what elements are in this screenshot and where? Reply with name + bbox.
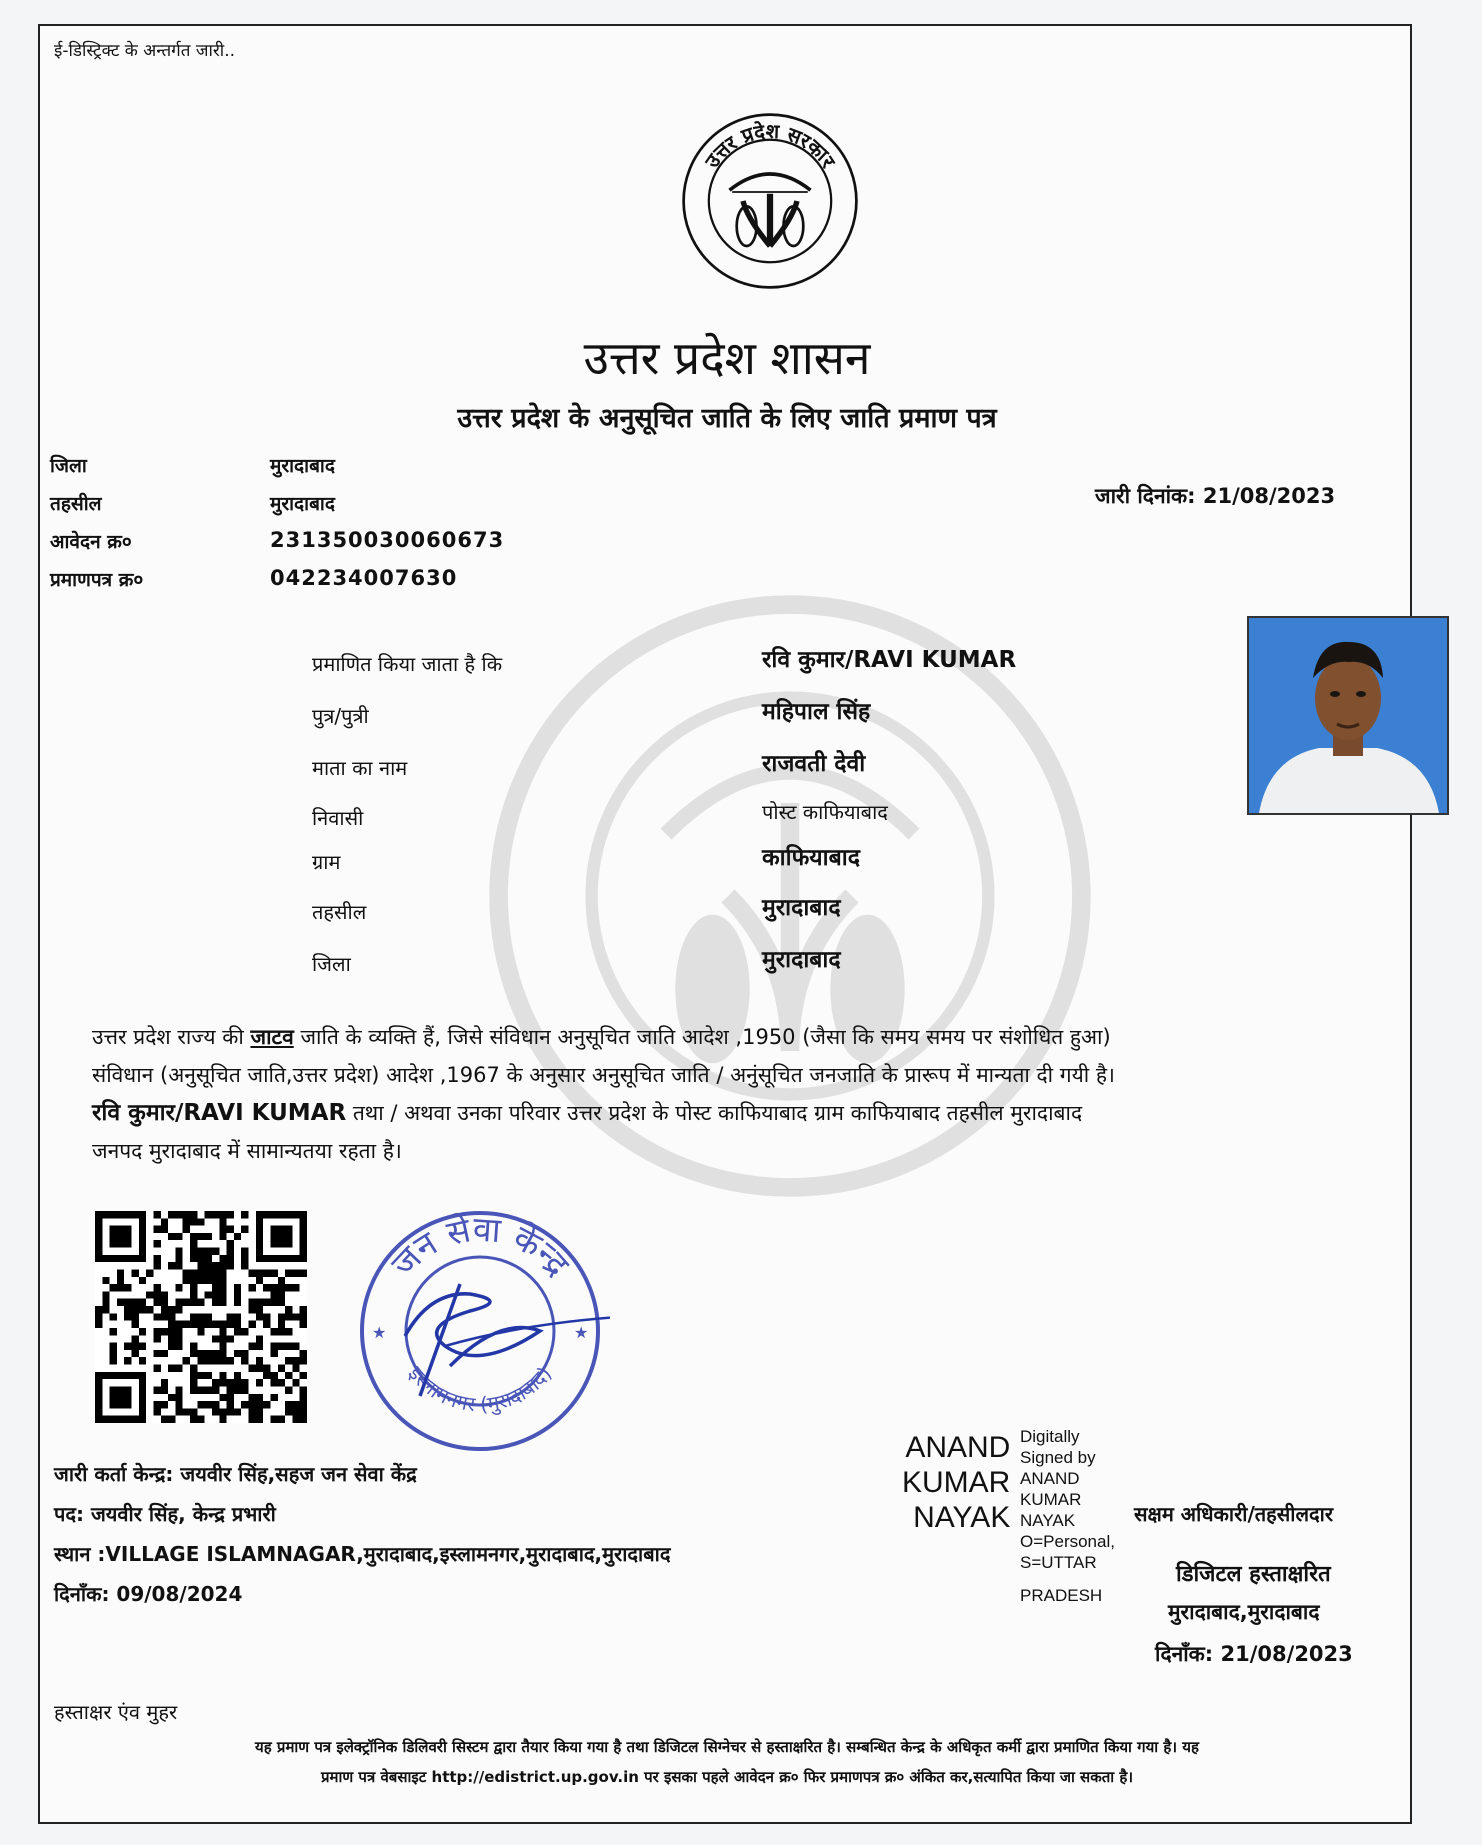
detail-value-district: मुरादाबाद <box>762 947 841 973</box>
paragraph-line-2: संविधान (अनुसूचित जाति,उत्तर प्रदेश) आदेश ,1967 के अनुसार अनुसूचित जाति / अनुंसूचित जनजाति के प्रारूप में मान्यता दी गयी है। <box>92 1063 1116 1087</box>
issuing-center-value: जयवीर सिंह,सहज जन सेवा केंद्र <box>180 1462 417 1486</box>
certificate-no-value: 042234007630 <box>270 566 458 590</box>
up-government-emblem-icon <box>680 111 860 291</box>
tehsil-label: तहसील <box>50 493 102 515</box>
svg-text:इस्लामनगर (मुरादाबाद) <box>404 1362 557 1417</box>
dsig-line-3: ANAND <box>1020 1469 1080 1488</box>
authority-date-value: 21/08/2023 <box>1220 1642 1353 1666</box>
detail-value-father: महिपाल सिंह <box>762 699 871 725</box>
detail-label-mother: माता का नाम <box>312 756 408 780</box>
detail-value-village: काफियाबाद <box>762 845 860 871</box>
footer-note <box>40 1732 1414 1792</box>
certificate-no-label: प्रमाणपत्र क्र० <box>50 569 144 591</box>
applicant-photo <box>1247 616 1449 815</box>
issuer-post-value: जयवीर सिंह, केन्द्र प्रभारी <box>90 1502 276 1526</box>
stamp-top-text: जन सेवा केन्द्र <box>383 1209 578 1285</box>
paragraph-line-1-end: जाति के व्यक्ति हैं, जिसे संविधान अनुसूचित जाति आदेश ,1950 (जैसा कि समय समय पर संशोधित हुआ) <box>293 1025 1111 1049</box>
certificate-sheet <box>38 24 1412 1824</box>
issuing-center-label: जारी कर्ता केन्द्र: <box>54 1462 174 1486</box>
paragraph-line-3-end: तथा / अथवा उनका परिवार उत्तर प्रदेश के पोस्ट काफियाबाद ग्राम काफियाबाद तहसील मुरादाबाद <box>346 1101 1083 1125</box>
svg-text:उत्तर प्रदेश सरकार <box>700 119 840 173</box>
detail-label-village: ग्राम <box>312 850 341 874</box>
footer-line-1: यह प्रमाण पत्र इलेक्ट्रॉनिक डिलिवरी सिस्टम द्वारा तैयार किया गया है तथा डिजिटल सिग्नेचर से हस्ताक्षरित है। सम्बन्धित केन्द्र के अधिकृत कर्मी द्वारा प्रमाणित किया गया है। यह <box>255 1738 1199 1756</box>
detail-value-resident: पोस्ट काफियाबाद <box>762 800 888 824</box>
signer-name-line-1: ANAND <box>905 1431 1011 1464</box>
stamp-bottom-text: इस्लामनगर (मुरादाबाद) <box>403 1361 557 1417</box>
authority-title: सक्षम अधिकारी/तहसीलदार <box>1134 1502 1334 1526</box>
svg-text:★: ★ <box>372 1323 387 1342</box>
authority-place: मुरादाबाद,मुरादाबाद <box>1168 1600 1320 1624</box>
issue-date <box>1095 482 1335 510</box>
detail-label-son-daughter: पुत्र/पुत्री <box>312 704 369 728</box>
paragraph-name: रवि कुमार/RAVI KUMAR <box>92 1100 347 1126</box>
dsig-line-6: O=Personal, <box>1020 1532 1115 1551</box>
issuer-place <box>54 1540 670 1567</box>
paragraph-line-1 <box>92 1018 1432 1056</box>
issuer-date-value: 09/08/2024 <box>116 1582 243 1606</box>
issuer-post-label: पद: <box>54 1502 84 1526</box>
dsig-line-4: KUMAR <box>1020 1490 1082 1509</box>
issue-date-value: 21/08/2023 <box>1202 484 1336 508</box>
application-no-value: 231350030060673 <box>270 528 505 552</box>
tehsil-value: मुरादाबाद <box>270 493 335 515</box>
jan-seva-kendra-stamp <box>350 1196 610 1456</box>
detail-value-mother: राजवती देवी <box>762 751 866 777</box>
detail-label-certified: प्रमाणित किया जाता है कि <box>312 652 503 676</box>
govt-title: उत्तर प्रदेश शासन <box>583 331 871 385</box>
detail-value-tehsil: मुरादाबाद <box>762 895 841 921</box>
certification-paragraph <box>92 1018 1432 1170</box>
caste-name: जाटव <box>250 1025 294 1049</box>
paragraph-line-1-start: उत्तर प्रदेश राज्य की <box>92 1025 251 1049</box>
signer-name-line-2: KUMAR <box>902 1466 1011 1499</box>
authority-signed: डिजिटल हस्ताक्षरित <box>1176 1562 1331 1587</box>
digital-signer-name <box>902 1430 1010 1535</box>
dsig-line-1: Digitally <box>1020 1427 1080 1446</box>
issuer-place-value: VILLAGE ISLAMNAGAR,मुरादाबाद,इस्लामनगर,मुरादाबाद,मुरादाबाद <box>105 1542 671 1566</box>
emblem-text: उत्तर प्रदेश सरकार <box>700 119 840 173</box>
paragraph-line-3 <box>92 1094 1432 1132</box>
svg-text:जन सेवा केन्द्र <box>384 1209 578 1285</box>
sign-and-seal-label: हस्ताक्षर एंव मुहर <box>54 1700 178 1724</box>
dsig-line-2: Signed by <box>1020 1448 1096 1467</box>
issued-under-text: ई-डिस्ट्रिक्ट के अन्तर्गत जारी.. <box>54 41 236 61</box>
issuing-center <box>54 1460 417 1487</box>
issuer-post <box>54 1500 276 1527</box>
detail-value-name: रवि कुमार/RAVI KUMAR <box>762 647 1017 673</box>
district-value: मुरादाबाद <box>270 455 335 477</box>
certificate-title: उत्तर प्रदेश के अनुसूचित जाति के लिए जाति प्रमाण पत्र <box>457 403 997 434</box>
signer-name-line-3: NAYAK <box>913 1501 1011 1534</box>
footer-line-2: प्रमाण पत्र वेबसाइट http://edistrict.up.gov.in पर इसका पहले आवेदन क्र० फिर प्रमाणपत्र क्र० अंकित कर,सत्यापित किया जा सकता है। <box>320 1768 1134 1786</box>
issuer-date-label: दिनाँक: <box>54 1582 110 1606</box>
detail-label-resident: निवासी <box>312 806 364 830</box>
svg-text:★: ★ <box>574 1323 589 1342</box>
detail-label-tehsil: तहसील <box>312 900 367 924</box>
dsig-line-8: PRADESH <box>1020 1586 1103 1605</box>
issuer-date <box>54 1580 242 1607</box>
application-no-label: आवेदन क्र० <box>50 531 132 553</box>
qr-code <box>95 1211 307 1423</box>
detail-label-district: जिला <box>312 952 351 976</box>
dsig-line-5: NAYAK <box>1020 1511 1076 1530</box>
authority-date <box>1155 1640 1353 1668</box>
digital-signature-details <box>1020 1426 1115 1606</box>
authority-date-label: दिनाँक: <box>1155 1642 1214 1666</box>
issuer-place-label: स्थान : <box>54 1542 106 1566</box>
dsig-line-7: S=UTTAR <box>1020 1553 1097 1572</box>
district-label: जिला <box>50 455 87 477</box>
paragraph-line-4: जनपद मुरादाबाद में सामान्यतया रहता है। <box>92 1139 402 1163</box>
issue-date-label: जारी दिनांक: <box>1095 484 1196 508</box>
